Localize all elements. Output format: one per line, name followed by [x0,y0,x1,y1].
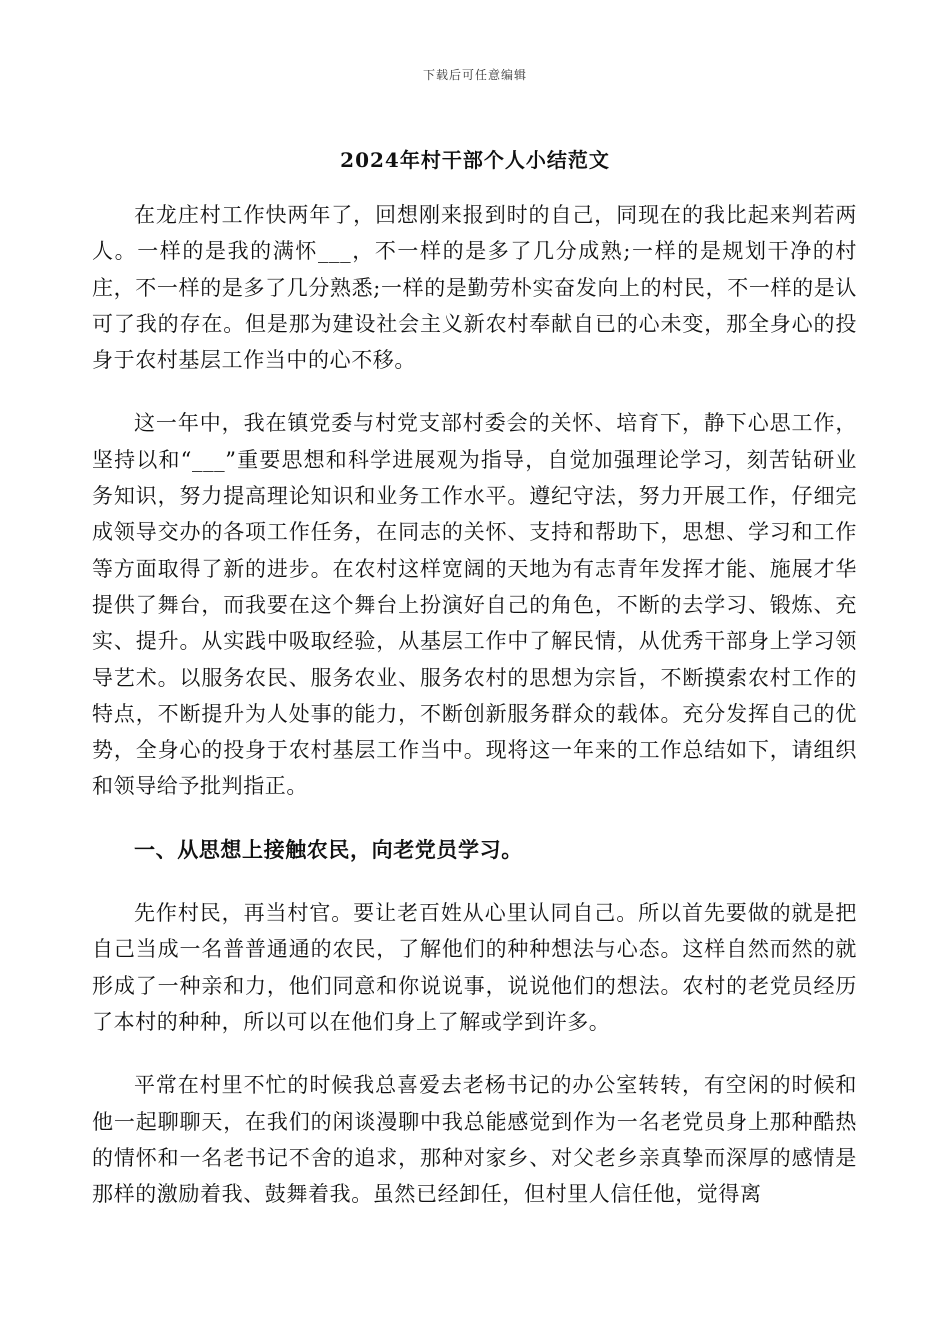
paragraph-villager-first: 先作村民，再当村官。要让老百姓从心里认同自己。所以首先要做的就是把自己当成一名普普通通的农民，了解他们的种种想法与心态。这样自然而然的就形成了一种亲和力，他们同意和你说说事，说说他们的想法。农村的老党员经历了本村的种种，所以可以在他们身上了解或学到许多。 [92,901,857,1034]
paragraph-gap [92,868,857,895]
paragraph-old-secretary: 平常在村里不忙的时候我总喜爱去老杨书记的办公室转转，有空闲的时候和他一起聊聊天，在我们的闲谈漫聊中我总能感觉到作为一名老党员身上那种酷热的情怀和一名老书记不舍的追求，那种对家乡、对父老乡亲真挚而深厚的感情是那样的激励着我、鼓舞着我。虽然已经卸任，但村里人信任他，觉得离 [92,1073,857,1207]
paragraph-gap [92,1040,857,1067]
paragraph-year-review: 这一年中，我在镇党委与村党支部村委会的关怀、培育下，静下心思工作，坚持以和“___”重要思想和科学进展观为指导，自觉加强理论学习，刻苦钻研业务知识，努力提高理论知识和业务工作水平。遵纪守法，努力开展工作，仔细完成领导交办的各项工作任务，在同志的关怀、支持和帮助下，思想、学习和工作等方面取得了新的进步。在农村这样宽阔的天地为有志青年发挥才能、施展才华提供了舞台，而我要在这个舞台上扮演好自己的角色，不断的去学习、锻炼、充实、提升。从实践中吸取经验，从基层工作中了解民情，从优秀干部身上学习领导艺术。以服务农民、服务农业、服务农村的思想为宗旨，不断摸索农村工作的特点，不断提升为人处事的能力，不断创新服务群众的载体。充分发挥自己的优势，全身心的投身于农村基层工作当中。现将这一年来的工作总结如下，请组织和领导给予批判指正。 [92,411,857,799]
document-body [92,197,857,1212]
paragraph-intro: 在龙庄村工作快两年了，回想刚来报到时的自己，同现在的我比起来判若两人。一样的是我的满怀___，不一样的是多了几分成熟;一样的是规划干净的村庄，不一样的是多了几分熟悉;一样的是勤劳朴实奋发向上的村民，不一样的是认可了我的存在。但是那为建设社会主义新农村奉献自已的心未变，那全身心的投身于农村基层工作当中的心不移。 [92,203,857,373]
paragraph-gap [92,378,857,405]
document-title: 2024年村干部个人小结范文 [340,148,610,172]
header-note: 下载后可任意编辑 [422,68,527,82]
paragraph-gap [92,805,857,832]
section-heading-1: 一、从思想上接触农民，向老党员学习。 [134,836,523,862]
